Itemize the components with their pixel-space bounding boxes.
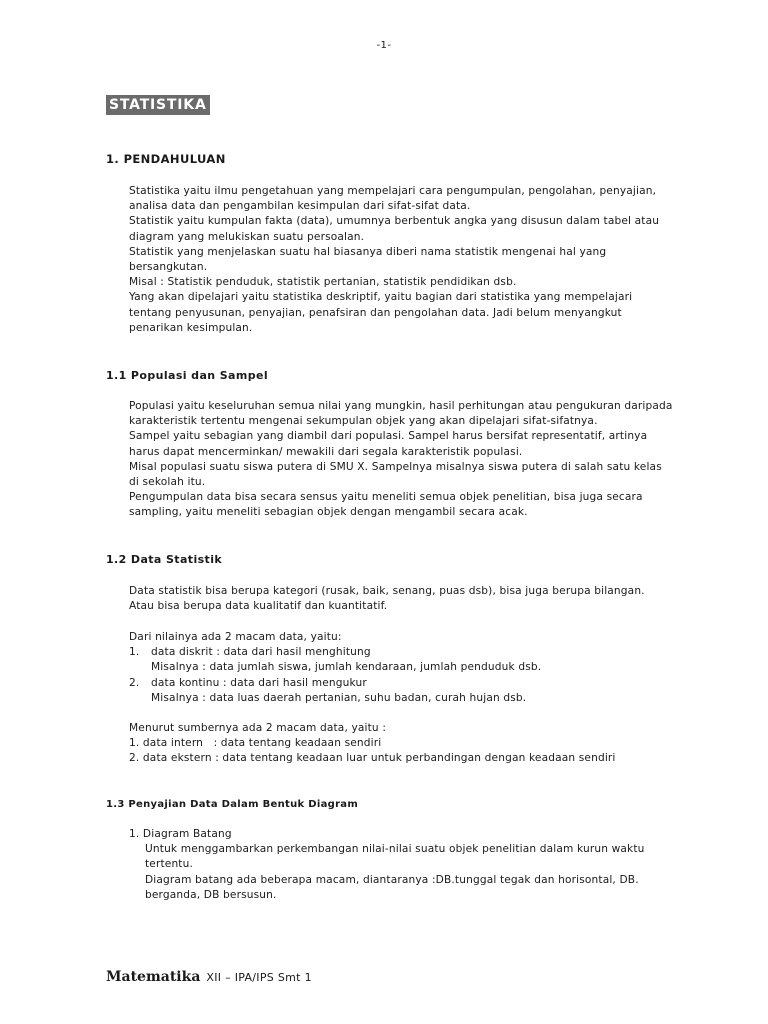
footer-brand: Matematika bbox=[106, 969, 201, 985]
list-item-example: Misalnya : data jumlah siswa, jumlah kendaraan, jumlah penduduk dsb. bbox=[151, 661, 542, 674]
list-item-text: data kontinu : data dari hasil mengukur bbox=[151, 676, 367, 689]
list-item: 2. data ekstern : data tentang keadaan luar untuk perbandingan dengan keadaan sendiri bbox=[129, 752, 616, 765]
text-line: penarikan kesimpulan. bbox=[129, 321, 253, 334]
section-heading-data-statistik: 1.2 Data Statistik bbox=[106, 553, 223, 566]
text-line: sampling, yaitu meneliti sebagian objek dengan mengambil secara acak. bbox=[129, 506, 528, 519]
text-line: harus dapat mencerminkan/ mewakili dari segala karakteristik populasi. bbox=[129, 445, 523, 458]
text-line: diagram yang melukiskan suatu persoalan. bbox=[129, 230, 365, 243]
page-number: -1- bbox=[376, 40, 392, 51]
text-line: Menurut sumbernya ada 2 macam data, yaitu : bbox=[129, 722, 387, 734]
list-item: 1. data intern : data tentang keadaan sendiri bbox=[129, 737, 382, 750]
data-source-types bbox=[129, 721, 709, 767]
section-heading-populasi-sampel: 1.1 Populasi dan Sampel bbox=[106, 369, 269, 382]
text-line: Pengumpulan data bisa secara sensus yaitu meneliti semua objek penelitian, bisa juga secara bbox=[129, 491, 643, 504]
text-line: Atau bisa berupa data kualitatif dan kuantitatif. bbox=[129, 600, 388, 613]
text-line: Diagram batang ada beberapa macam, diantaranya :DB.tunggal tegak dan horisontal, DB. bbox=[145, 873, 639, 886]
list-number: 2. bbox=[129, 676, 140, 689]
text-line: Statistik yang menjelaskan suatu hal biasanya diberi nama statistik mengenai hal yang bbox=[129, 245, 607, 258]
text-line: Misal : Statistik penduduk, statistik pertanian, statistik pendidikan dsb. bbox=[129, 276, 517, 289]
list-item bbox=[129, 645, 709, 660]
text-line: Sampel yaitu sebagian yang diambil dari populasi. Sampel harus bersifat representatif, artinya bbox=[129, 430, 648, 443]
list-number: 1. bbox=[129, 646, 140, 659]
text-line: Yang akan dipelajari yaitu statistika deskriptif, yaitu bagian dari statistika yang mempelajari bbox=[129, 291, 633, 304]
text-line: tentang penyusunan, penyajian, penafsiran dan pengolahan data. Jadi belum menyangkut bbox=[129, 306, 622, 319]
document-title: STATISTIKA bbox=[106, 95, 210, 115]
text-line: Untuk menggambarkan perkembangan nilai-nilai suatu objek penelitian dalam kurun waktu bbox=[145, 843, 645, 856]
text-line: Populasi yaitu keseluruhan semua nilai yang mungkin, hasil perhitungan atau pengukuran daripada bbox=[129, 400, 673, 412]
list-item-text: data diskrit : data dari hasil menghitung bbox=[151, 646, 371, 659]
text-line: Data statistik bisa berupa kategori (rusak, baik, senang, puas dsb), bisa juga berupa bilangan. bbox=[129, 585, 645, 597]
text-line: Statistik yaitu kumpulan fakta (data), umumnya berbentuk angka yang disusun dalam tabel atau bbox=[129, 215, 660, 228]
section-data-statistik-intro bbox=[129, 584, 709, 614]
text-line: analisa data dan pengambilan kesimpulan dari sifat-sifat data. bbox=[129, 200, 471, 213]
text-line: di sekolah itu. bbox=[129, 476, 206, 489]
list-item-example: Misalnya : data luas daerah pertanian, suhu badan, curah hujan dsb. bbox=[151, 691, 527, 704]
section-populasi-body bbox=[129, 399, 709, 521]
section-diagram-batang bbox=[129, 827, 709, 903]
text-line: tertentu. bbox=[145, 858, 193, 871]
list-item-title: 1. Diagram Batang bbox=[129, 828, 232, 840]
section-heading-pendahuluan: 1. PENDAHULUAN bbox=[106, 152, 226, 166]
data-value-types bbox=[129, 630, 709, 706]
text-line: Dari nilainya ada 2 macam data, yaitu: bbox=[129, 631, 342, 643]
text-line: Statistika yaitu ilmu pengetahuan yang mempelajari cara pengumpulan, pengolahan, penyajian, bbox=[129, 185, 657, 197]
text-line: bersangkutan. bbox=[129, 261, 208, 274]
footer-subtitle: XII – IPA/IPS Smt 1 bbox=[206, 971, 312, 984]
list-item bbox=[129, 676, 709, 691]
text-line: Misal populasi suatu siswa putera di SMU X. Sampelnya misalnya siswa putera di salah satu kelas bbox=[129, 460, 662, 473]
text-line: karakteristik tertentu mengenai sekumpulan objek yang akan dipelajari sifat-sifatnya. bbox=[129, 415, 598, 428]
page-footer bbox=[106, 966, 312, 985]
text-line: berganda, DB bersusun. bbox=[145, 888, 277, 901]
section-heading-penyajian-data: 1.3 Penyajian Data Dalam Bentuk Diagram bbox=[106, 799, 359, 810]
section-pendahuluan-body bbox=[129, 184, 709, 336]
